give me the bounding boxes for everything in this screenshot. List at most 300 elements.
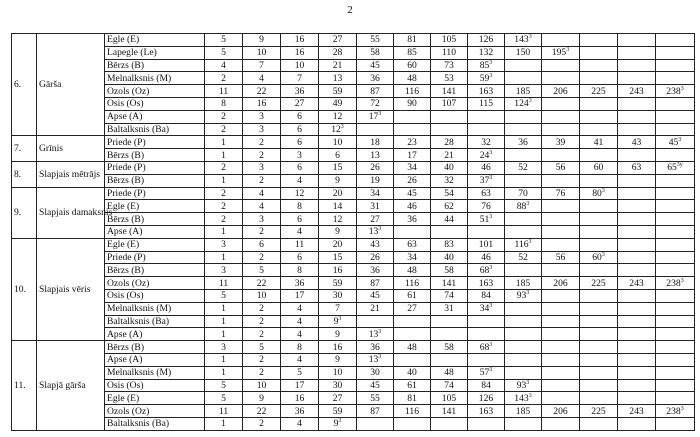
value-cell — [505, 353, 542, 366]
table-row — [12, 200, 695, 213]
table-row — [12, 315, 695, 328]
value-cell: 26 — [357, 251, 394, 264]
value-cell — [618, 238, 656, 251]
forest-type-name: Gārša — [37, 34, 105, 136]
value-cell: 30 — [319, 289, 357, 302]
value-cell: 87 — [357, 85, 394, 98]
value-cell: 1 — [205, 315, 243, 328]
value-cell: 59 — [319, 85, 357, 98]
value-cell: 9 — [319, 328, 357, 341]
value-cell: 36 — [357, 72, 394, 85]
group-number: 10. — [12, 238, 37, 340]
value-cell: 48 — [394, 341, 431, 354]
value-cell: 76 — [468, 200, 505, 213]
value-cell: 17 — [394, 149, 431, 162]
value-cell — [656, 213, 695, 226]
group-number: 7. — [12, 136, 37, 162]
value-cell — [656, 187, 695, 200]
species-cell: Bērzs (B) — [105, 264, 205, 277]
species-cell: Apse (A) — [105, 328, 205, 341]
value-cell: 1 — [205, 225, 243, 238]
value-cell — [431, 110, 468, 123]
value-cell: 14 — [319, 200, 357, 213]
value-cell: 206 — [542, 85, 580, 98]
species-cell: Bērzs (B) — [105, 341, 205, 354]
value-cell — [618, 174, 656, 187]
table-row — [12, 417, 695, 430]
table-row — [12, 85, 695, 98]
value-cell: $13^3$ — [357, 225, 394, 238]
value-cell: 61 — [394, 289, 431, 302]
value-cell — [656, 315, 695, 328]
value-cell: 163 — [468, 85, 505, 98]
table-row — [12, 392, 695, 405]
value-cell — [394, 353, 431, 366]
value-cell: 16 — [319, 264, 357, 277]
value-cell: 41 — [580, 136, 618, 149]
value-cell — [618, 341, 656, 354]
value-cell: 9 — [319, 353, 357, 366]
value-cell: 13 — [357, 149, 394, 162]
value-cell — [580, 353, 618, 366]
value-cell — [580, 341, 618, 354]
value-cell — [580, 97, 618, 110]
value-cell: 44 — [431, 213, 468, 226]
table-row — [12, 353, 695, 366]
value-cell — [656, 328, 695, 341]
value-cell — [618, 213, 656, 226]
species-cell: Melnalksnis (M) — [105, 72, 205, 85]
value-cell: $124^3$ — [505, 97, 542, 110]
value-cell — [542, 225, 580, 238]
value-cell: 3 — [243, 123, 281, 136]
value-cell — [505, 59, 542, 72]
species-cell: Egle (E) — [105, 238, 205, 251]
value-cell: 4 — [281, 302, 319, 315]
value-cell — [656, 46, 695, 59]
forest-type-name: Slapjais mētrājs — [37, 161, 105, 187]
value-cell — [618, 302, 656, 315]
value-cell: 1 — [205, 328, 243, 341]
value-cell — [394, 315, 431, 328]
value-cell: $93^3$ — [505, 289, 542, 302]
value-cell — [656, 72, 695, 85]
species-cell: Bērzs (B) — [105, 174, 205, 187]
value-cell: $51^3$ — [468, 213, 505, 226]
value-cell: 34 — [357, 187, 394, 200]
species-cell: Bērzs (B) — [105, 59, 205, 72]
table-row — [12, 379, 695, 392]
value-cell: 40 — [394, 366, 431, 379]
value-cell — [656, 353, 695, 366]
value-cell — [505, 72, 542, 85]
value-cell: 10 — [243, 289, 281, 302]
value-cell — [656, 97, 695, 110]
value-cell: 53 — [431, 72, 468, 85]
value-cell — [468, 328, 505, 341]
value-cell — [580, 366, 618, 379]
table-row — [12, 123, 695, 136]
value-cell — [431, 417, 468, 430]
value-cell — [580, 392, 618, 405]
value-cell — [618, 97, 656, 110]
value-cell — [618, 353, 656, 366]
value-cell — [542, 289, 580, 302]
value-cell: 27 — [357, 213, 394, 226]
value-cell — [656, 392, 695, 405]
value-cell: 11 — [281, 238, 319, 251]
value-cell: 27 — [319, 392, 357, 405]
value-cell: 22 — [243, 85, 281, 98]
value-cell: 225 — [580, 277, 618, 290]
value-cell: $13^3$ — [357, 328, 394, 341]
value-cell: 21 — [357, 302, 394, 315]
value-cell — [618, 264, 656, 277]
forest-type-name: Grīnis — [37, 136, 105, 162]
value-cell: 55 — [357, 392, 394, 405]
value-cell: 141 — [431, 277, 468, 290]
value-cell — [618, 59, 656, 72]
value-cell: 6 — [281, 136, 319, 149]
value-cell — [542, 213, 580, 226]
value-cell: 116 — [394, 405, 431, 418]
value-cell: 32 — [431, 174, 468, 187]
species-cell: Lapegle (Le) — [105, 46, 205, 59]
species-cell: Ozols (Oz) — [105, 405, 205, 418]
value-cell: 16 — [281, 34, 319, 47]
value-cell: 49 — [319, 97, 357, 110]
value-cell — [580, 289, 618, 302]
species-cell: Priede (P) — [105, 187, 205, 200]
value-cell: 43 — [357, 238, 394, 251]
value-cell: 60 — [580, 161, 618, 174]
value-cell — [542, 34, 580, 47]
value-cell: 126 — [468, 392, 505, 405]
value-cell: $143^3$ — [505, 392, 542, 405]
value-cell — [656, 149, 695, 162]
value-cell — [618, 110, 656, 123]
value-cell: 39 — [542, 136, 580, 149]
value-cell: 59 — [319, 405, 357, 418]
value-cell — [394, 328, 431, 341]
value-cell — [542, 302, 580, 315]
value-cell — [505, 328, 542, 341]
value-cell: $143^3$ — [505, 34, 542, 47]
value-cell — [656, 251, 695, 264]
table-row — [12, 264, 695, 277]
value-cell: 12 — [281, 187, 319, 200]
value-cell — [618, 225, 656, 238]
value-cell — [580, 72, 618, 85]
species-cell: Osis (Os) — [105, 379, 205, 392]
value-cell: 1 — [205, 136, 243, 149]
value-cell: 73 — [431, 59, 468, 72]
value-cell: 63 — [468, 187, 505, 200]
value-cell: $24^3$ — [468, 149, 505, 162]
value-cell: 60 — [394, 59, 431, 72]
value-cell — [542, 72, 580, 85]
value-cell: 3 — [205, 264, 243, 277]
value-cell: $80^3$ — [580, 187, 618, 200]
value-cell: 46 — [468, 161, 505, 174]
value-cell — [357, 315, 394, 328]
value-cell: 2 — [205, 123, 243, 136]
table-row — [12, 341, 695, 354]
value-cell: 46 — [468, 251, 505, 264]
value-cell — [580, 417, 618, 430]
value-cell — [505, 110, 542, 123]
value-cell: $238^3$ — [656, 277, 695, 290]
value-cell: 2 — [205, 110, 243, 123]
value-cell — [656, 110, 695, 123]
value-cell: 26 — [394, 174, 431, 187]
species-cell: Osis (Os) — [105, 97, 205, 110]
value-cell — [542, 417, 580, 430]
value-cell: 45 — [357, 289, 394, 302]
value-cell: 61 — [394, 379, 431, 392]
value-cell: 225 — [580, 405, 618, 418]
group-number: 6. — [12, 34, 37, 136]
value-cell — [542, 341, 580, 354]
value-cell: 3 — [243, 213, 281, 226]
table-row — [12, 72, 695, 85]
value-cell: 225 — [580, 85, 618, 98]
value-cell: 1 — [205, 174, 243, 187]
value-cell: 58 — [431, 264, 468, 277]
value-cell: 27 — [281, 97, 319, 110]
value-cell — [468, 123, 505, 136]
value-cell — [542, 174, 580, 187]
value-cell: 2 — [205, 161, 243, 174]
value-cell: 52 — [505, 161, 542, 174]
value-cell: 46 — [394, 200, 431, 213]
value-cell — [468, 110, 505, 123]
value-cell: 5 — [205, 289, 243, 302]
value-cell — [618, 379, 656, 392]
value-cell — [618, 289, 656, 302]
value-cell — [505, 366, 542, 379]
value-cell — [580, 302, 618, 315]
value-cell: 8 — [205, 97, 243, 110]
value-cell: 11 — [205, 277, 243, 290]
value-cell — [505, 315, 542, 328]
value-cell — [394, 225, 431, 238]
value-cell: $34^3$ — [468, 302, 505, 315]
species-cell: Ozols (Oz) — [105, 85, 205, 98]
value-cell: 107 — [431, 97, 468, 110]
value-cell: 185 — [505, 405, 542, 418]
species-cell: Baltalksnis (Ba) — [105, 123, 205, 136]
value-cell: 45 — [357, 59, 394, 72]
value-cell — [656, 302, 695, 315]
value-cell: 62 — [431, 200, 468, 213]
value-cell: 206 — [542, 405, 580, 418]
value-cell: 10 — [319, 136, 357, 149]
value-cell: 185 — [505, 85, 542, 98]
value-cell: 5 — [205, 46, 243, 59]
value-cell: 36 — [394, 213, 431, 226]
value-cell — [468, 225, 505, 238]
value-cell: 8 — [281, 264, 319, 277]
value-cell — [431, 353, 468, 366]
table-row — [12, 251, 695, 264]
value-cell: $13^3$ — [357, 353, 394, 366]
value-cell — [431, 328, 468, 341]
value-cell — [505, 225, 542, 238]
value-cell: 6 — [281, 251, 319, 264]
value-cell: 2 — [243, 174, 281, 187]
value-cell: $68^3$ — [468, 341, 505, 354]
value-cell — [505, 123, 542, 136]
value-cell: $88^3$ — [505, 200, 542, 213]
value-cell — [618, 200, 656, 213]
value-cell: 7 — [281, 72, 319, 85]
value-cell: 163 — [468, 277, 505, 290]
value-cell: 21 — [431, 149, 468, 162]
value-cell: 5 — [205, 34, 243, 47]
species-cell: Melnalksnis (M) — [105, 366, 205, 379]
value-cell: 20 — [319, 187, 357, 200]
value-cell: 59 — [319, 277, 357, 290]
value-cell: 6 — [281, 110, 319, 123]
value-cell: 5 — [243, 341, 281, 354]
value-cell — [542, 353, 580, 366]
value-cell — [468, 315, 505, 328]
value-cell: 56 — [542, 161, 580, 174]
value-cell — [656, 123, 695, 136]
value-cell — [618, 366, 656, 379]
value-cell: $238^3$ — [656, 405, 695, 418]
value-cell: 48 — [394, 72, 431, 85]
value-cell: 81 — [394, 34, 431, 47]
value-cell: 5 — [243, 264, 281, 277]
value-cell: 58 — [431, 341, 468, 354]
value-cell: 45 — [357, 379, 394, 392]
value-cell: 19 — [357, 174, 394, 187]
value-cell: 11 — [205, 405, 243, 418]
value-cell: 90 — [394, 97, 431, 110]
value-cell: 4 — [205, 59, 243, 72]
value-cell — [656, 379, 695, 392]
value-cell — [656, 59, 695, 72]
value-cell: 1 — [205, 353, 243, 366]
value-cell: 4 — [281, 225, 319, 238]
value-cell: $37^3$ — [468, 174, 505, 187]
value-cell: 84 — [468, 379, 505, 392]
value-cell: 28 — [431, 136, 468, 149]
value-cell: 141 — [431, 405, 468, 418]
value-cell — [542, 392, 580, 405]
value-cell: $59^3$ — [468, 72, 505, 85]
table-row — [12, 238, 695, 251]
value-cell: 132 — [468, 46, 505, 59]
value-cell — [542, 366, 580, 379]
value-cell: 8 — [281, 200, 319, 213]
value-cell: 76 — [542, 187, 580, 200]
value-cell: 12 — [319, 213, 357, 226]
value-cell: 63 — [394, 238, 431, 251]
value-cell: 22 — [243, 405, 281, 418]
value-cell: 83 — [431, 238, 468, 251]
table-row — [12, 34, 695, 47]
value-cell: $17^3$ — [357, 110, 394, 123]
species-cell: Priede (P) — [105, 136, 205, 149]
value-cell: 10 — [281, 59, 319, 72]
table-row — [12, 302, 695, 315]
value-cell: 30 — [319, 379, 357, 392]
value-cell — [580, 264, 618, 277]
value-cell: 4 — [243, 200, 281, 213]
value-cell — [618, 328, 656, 341]
value-cell: 87 — [357, 405, 394, 418]
value-cell: $57^3$ — [468, 366, 505, 379]
value-cell: 18 — [357, 136, 394, 149]
value-cell: 10 — [243, 379, 281, 392]
value-cell — [505, 264, 542, 277]
value-cell: $195^3$ — [542, 46, 580, 59]
value-cell — [505, 417, 542, 430]
value-cell — [357, 123, 394, 136]
value-cell: 141 — [431, 85, 468, 98]
value-cell: 2 — [205, 200, 243, 213]
value-cell — [618, 315, 656, 328]
value-cell — [542, 238, 580, 251]
value-cell — [542, 200, 580, 213]
value-cell: 2 — [243, 417, 281, 430]
value-cell: 34 — [394, 161, 431, 174]
value-cell — [656, 200, 695, 213]
species-cell: Apse (A) — [105, 110, 205, 123]
value-cell: 2 — [243, 149, 281, 162]
table-row — [12, 161, 695, 174]
value-cell: 7 — [243, 59, 281, 72]
forest-type-name: Slapjais vēris — [37, 238, 105, 340]
value-cell — [542, 315, 580, 328]
value-cell: 45 — [394, 187, 431, 200]
value-cell — [580, 213, 618, 226]
table-row — [12, 136, 695, 149]
value-cell: 74 — [431, 379, 468, 392]
table-row — [12, 59, 695, 72]
value-cell — [468, 353, 505, 366]
species-cell: Baltalksnis (Ba) — [105, 315, 205, 328]
value-cell: 105 — [431, 34, 468, 47]
value-cell: 23 — [394, 136, 431, 149]
value-cell — [656, 238, 695, 251]
value-cell: 2 — [243, 328, 281, 341]
value-cell: 40 — [431, 251, 468, 264]
value-cell — [542, 264, 580, 277]
value-cell: 87 — [357, 277, 394, 290]
value-cell — [542, 110, 580, 123]
value-cell: 36 — [281, 277, 319, 290]
value-cell: $116^3$ — [505, 238, 542, 251]
table-row — [12, 149, 695, 162]
value-cell: 243 — [618, 277, 656, 290]
value-cell — [656, 264, 695, 277]
value-cell: 2 — [243, 353, 281, 366]
value-cell: 40 — [431, 161, 468, 174]
value-cell — [618, 123, 656, 136]
value-cell — [656, 341, 695, 354]
species-cell: Egle (E) — [105, 200, 205, 213]
value-cell: 74 — [431, 289, 468, 302]
value-cell — [580, 59, 618, 72]
value-cell — [505, 213, 542, 226]
species-cell: Apse (A) — [105, 225, 205, 238]
value-cell: 4 — [281, 328, 319, 341]
value-cell: 1 — [205, 366, 243, 379]
